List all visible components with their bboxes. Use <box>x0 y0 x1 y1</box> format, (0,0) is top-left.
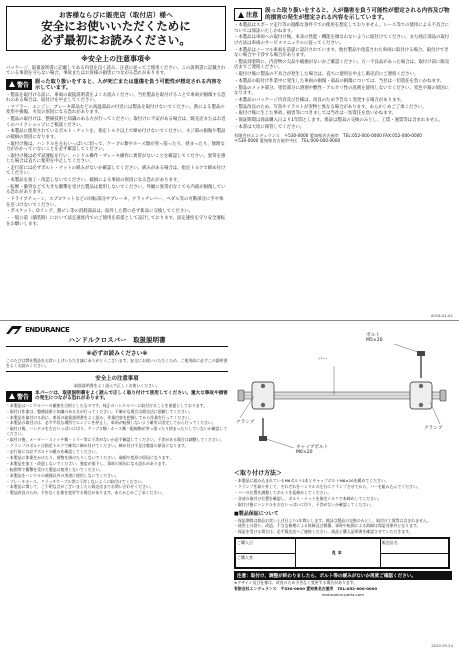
safety-subtitle: 安全上の注意事項 <box>95 375 139 382</box>
brand-name: ENDURANCE <box>25 326 70 334</box>
purchase-date-cell: ご購入日 <box>236 539 296 554</box>
warning-item: ・取付け後は必ず試運転を行い、ハンドル操作・ブレーキ操作に異常がないことを確認してください。異常を感じた場合は直ちに使用を中止してください。 <box>6 153 226 165</box>
warning-item: ・本製品の取付けは、必ず平坦な場所でエンジンを停止し、車両が転倒しないよう確実に固定してから行ってください。 <box>6 420 216 426</box>
caution-item: ・本書は大切に保管してください。 <box>234 124 305 130</box>
clamp-left-label: クランプ <box>236 420 255 425</box>
caution-badge-label: 注意 <box>246 12 259 19</box>
caution-item: ・本製品の取付け作業中に発生した車両の損傷・部品の損傷については、当社は一切責任を負いかねます。 <box>234 78 445 84</box>
caution-triangle-icon <box>238 12 244 18</box>
warning-headline: 本パーツは、取扱説明書をよく読んで正しく取り付けて使用してください。重大な事故や損害の発生につながる恐れがあります。 <box>35 390 228 402</box>
warning-item: ・本製品に使用されているボルト・ナットを、指定トルク以上で締め付けないでください。ネジ部の損傷や製品の破損の原因になります。 <box>6 129 226 140</box>
warning-item: ・ガスケット、Oリング、割ピン等の消耗部品は、取外した際に必ず新品に交換してください。 <box>6 209 193 215</box>
warning-row <box>6 79 226 91</box>
warning-badge-label: 警告 <box>17 81 30 89</box>
manual-title: ハンドルクロスバー 取扱説明書 <box>6 335 228 347</box>
warranty-stamp-box <box>234 537 450 569</box>
header-small-text: お客様ならびに販売店（取付店）様へ <box>59 11 173 19</box>
safety-sheet <box>0 0 459 320</box>
warning-badge <box>6 391 32 402</box>
caution-item: ・本製品はスポーツ走行等の過酷な条件下での使用を想定しておりません。レース等での使用による不具合については保証いたしかねます。 <box>234 23 450 34</box>
purchaser-cell: ご購入者 <box>236 553 296 568</box>
install-step: ・本製品に組み込まれているM6ボルト2本とキャップボルトM6×20を緩めてください。 <box>234 478 389 483</box>
warning-badge <box>6 79 32 90</box>
spec-change-notice: ※デザイン及び仕様は、改良のため予告なく変更する場合があります。 <box>234 580 358 586</box>
header-line-1: 安全にお使いいただくために <box>41 19 191 33</box>
warning-item: ・本製品を加工・改造しないでください。破損による事故の原因になる恐れがあります。 <box>6 178 182 184</box>
warranty-item: ・使用上の誤り、改造、不当な修理による故障及び損傷、事故や転倒による故障は保証対象外となります。 <box>234 523 421 529</box>
page-divider <box>0 320 459 321</box>
doc-code: 0018-01-A1 <box>430 313 453 318</box>
dealer-stamp-cell <box>380 553 448 568</box>
install-step: ・クランプを取り外して、それぞれをハンドルの左右にクランプさせてから、バーを組み込んでください。 <box>234 483 421 489</box>
caution-item: ・本製品は車両への取付け後、本来の性能・機能を損なわないように取付けてください。また純正部品の取付け方法は車両のサービスマニュアルに従ってください。 <box>234 35 450 46</box>
bar-label: バー <box>318 357 328 362</box>
warning-item: ・製品を取付ける前に、車両の取扱説明書をよくお読みください。当社製品を取付けることで車両が損傷する恐れのある場合は、取付けを中止してください。 <box>6 92 226 104</box>
caution-item: ・本製品のパッケージ内容及び仕様は、改良のため予告なく変更する場合があります。 <box>234 97 405 103</box>
crossbar-diagram <box>234 326 452 466</box>
warning-row <box>6 391 228 402</box>
warning-item: ・本製品に体重をかけたり、荷物を掛けたりしないでください。破損や変形の原因になります。 <box>6 454 173 460</box>
install-step: ・取付け後にハンドルを左右いっぱいに切り、干渉がないか確認してください。 <box>234 501 375 507</box>
warning-item: ・取付け作業は、整備技術と知識のある方が行ってください。不確かな場合は販売店に依頼してください。 <box>6 408 193 414</box>
warning-triangle-icon <box>9 393 15 399</box>
warning-headline: 誤った取り扱いをすると、人が死亡または重傷を負う可能性が想定される内容を示しています。 <box>35 78 222 91</box>
clamp-right-label: クランプ <box>424 426 443 431</box>
warning-item: ・転倒等で衝撃を受けた製品は使用しないでください。 <box>6 466 104 472</box>
safety-title: ※安全上の注意事項※ <box>81 55 151 63</box>
caution-item: ・保証期間は商品購入日より1年間とします。保証は製品の交換のみとし、工賃・運賃等は含まれません。 <box>234 118 444 124</box>
warranty-item: ・保証を受ける場合は、必ず販売店へご連絡ください。商品と購入証明書を確認させていただきます。 <box>234 529 413 535</box>
warning-item: ・マフラー、エンジン、ブレーキ部品などの高温部品の付近には製品を取付けないでください。熱による製品の変形や損傷、火災の原因になる恐れがあります。 <box>6 105 225 116</box>
cap-bolt-label: キャップボルト M6×20 <box>296 445 329 455</box>
warning-item: ・ブレーキホース、クラッチケーブル等に干渉しないように取付けてください。 <box>6 478 146 484</box>
warning-item: ・本製品を取付ける前に、車両の取扱説明書をよく読み、作業内容を把握してから作業を行ってください。 <box>6 414 193 420</box>
install-step: ・バーの位置を調整してボルトを仮締めしてください。 <box>234 489 332 495</box>
doc-date: 2020.03.24 <box>431 643 453 648</box>
install-step: ・各部の取付け位置を確認し、ボルト・ナットを指定トルクで本締めしてください。 <box>234 495 382 501</box>
sample-stamp: 見本 <box>295 539 380 568</box>
caution-headline: 誤った取り扱いをすると、人が傷害を負う可能性が想定される内容及び物的損害の発生が想定される内容を示しています。 <box>265 8 450 21</box>
caution-item: ・取付け後に製品の不具合が発生した場合は、直ちに使用を中止し販売店にご連絡ください。 <box>234 72 419 77</box>
warning-item: ・本製品をハンドルの補強以外の用途に使用しないでください。 <box>6 472 119 478</box>
safety-intro: パッケージ、取扱説明書に記載してある内容を良く読み、注意に従ってご使用ください。この説明書に記載されている事項を守らない場合、事故またはお客様の損害につながる恐れがあります。 <box>6 66 226 77</box>
company-footer: 有限会社エンデュランス 〒530-0000 愛知県名古屋市 TEL:052-000-0000 FAX:052-000-0000 <box>234 133 422 139</box>
bolt-label: ボルト M5×20 <box>366 333 383 343</box>
dealer-cell: 販売店名 <box>380 539 448 554</box>
caution-item: ・製品到着時に、内容物の欠品や破損がないかご確認ください。万一不良品があった場合は、取付け前に販売店までご連絡ください。 <box>234 59 450 71</box>
brand-logo <box>6 326 228 334</box>
warning-item: ・製品の取付けは、整備技術と知識のある方が行ってください。取付けに不安がある場合は、販売店またはお近くのバイクショップにご相談ください。 <box>6 117 226 128</box>
warning-list <box>6 93 226 227</box>
notice-text: このたびは弊社製品をお買い上げいただき誠にありがとうございます。安全にお使いいただくため、ご使用前に必ずこの説明書をよくお読みください。 <box>6 358 228 368</box>
warning-item: ・取付け後、メーター・スイッチ類・ミラー等に干渉がないか必ず確認してください。干渉がある場合は調整してください。 <box>6 437 224 443</box>
safety-subtext: 取扱説明書をよく読んで正しくお使いください。 <box>74 382 160 388</box>
warning-badge-label: 警告 <box>17 393 30 401</box>
warning-item: ・走行前には必ずボルト・ナットの緩みがないか確認してください。緩みがある場合は、指定トルクで締め付けてください。 <box>6 166 226 177</box>
warning-item: ・取付け後、ハンドルを左右いっぱいに切り、ケーブル類・ホース類・配線類が突っ張ったり挟まったりしていないか確認してください。 <box>6 426 228 437</box>
warning-item: ・本製品に関して、ご不明な点がございましたら販売店までお問い合わせください。 <box>6 484 154 490</box>
warning-item: ・本製品を加工・改造しないでください。強度が低下し、事故の原因になる恐れがあります。 <box>6 460 170 466</box>
warning-item: ・ドライブチェーン、スプロケットなどの回転部分やブレーキ、クラッチレバー、ペダル等の可動部分に手や体を近づけないでください。 <box>6 197 224 208</box>
header-line-2: 必ず最初にお読みください。 <box>41 33 191 47</box>
caution-item: ・本製品はノーマル車両を前提に設計されています。他社製品や改造された車両に取付ける場合、取付けできない場合や干渉する場合があります。 <box>234 47 449 58</box>
caution-item: ・製品のメッキ部分、塗装部分に溶剤や酸性・アルカリ性の洗剤を使用しないでください。変色や錆の原因になります。 <box>234 85 449 96</box>
company-address: 〒530-0000 愛知県名古屋市中区 TEL:000-000-0000 <box>234 138 341 144</box>
caution-list <box>234 23 452 130</box>
warning-item: ・製品改良のため、予告なく仕様を変更する場合があります。あらかじめご了承ください。 <box>6 490 166 496</box>
retighten-notice: 注意：取付け、調整が終わりましたら、ボルト等の緩みがないか再度ご確認ください。 <box>234 571 452 580</box>
caution-item: ・取付け後に生じた事故、損害等につきましては当社は一切責任を負いかねます。 <box>234 111 397 117</box>
crossbar-illustration <box>234 326 452 466</box>
caution-item: ・製品改良のため、写真やイラストが実物と異なる場合があります。あらかじめご了承ください。 <box>234 104 427 110</box>
must-read-notice: ※必ずお読みください※ <box>86 351 148 357</box>
warning-item: ・クランプのボルトは指定トルクで確実に締め付けてください。締め付け不足は脱落の原因になります。 <box>6 443 189 449</box>
divider-line <box>6 371 228 372</box>
warranty-item: ・保証期間は商品お買い上げ日より1年間とします。保証は製品の交換のみとし、取付け工賃等は含まれません。 <box>234 517 431 523</box>
warning-item: ・本製品はハンドルバーの補強を目的としたものです。純正のハンドルバーに取付けることを前提としております。 <box>6 402 208 408</box>
warning-triangle-icon <box>9 81 15 87</box>
warning-item: ・走行前には必ずボルトの緩みを確認してください。 <box>6 448 100 454</box>
warning-item: ・一般公道（舗装路）において法定速度内でのご使用を前提として設計しております。法定速度を守り安全運転をお願いします。 <box>6 216 226 227</box>
warranty-title: ■製品保証について <box>234 510 279 517</box>
warranty-list <box>234 519 452 536</box>
brand-mark-icon <box>6 326 22 334</box>
warning-item: ・取付け後は、ハンドルを左右いっぱいに切って、ケーブル類やホース類が突っ張ったり、挟まったり、無理な力がかかっていないことを必ず確認してください。 <box>6 141 225 153</box>
instruction-warning-list <box>6 404 228 497</box>
safety-right-column <box>234 6 452 143</box>
safety-left-column <box>6 6 226 228</box>
warning-item: ・転倒・衝突などで大きな衝撃を受けた製品は使用しないでください。外観に異常がなくても内部が損傷している恐れがあります。 <box>6 185 226 196</box>
company-footer: 有限会社エンデュランス 〒530-0000 愛知県名古屋市 TEL:052-000-0000 <box>234 586 378 592</box>
safety-header-box <box>6 6 226 51</box>
caution-badge <box>234 8 262 21</box>
install-steps-title: ＜取り付け方法＞ <box>234 470 283 477</box>
install-steps <box>234 479 452 508</box>
caution-row <box>234 8 452 21</box>
instruction-sheet <box>0 322 459 650</box>
website-url: endurance-parts.com <box>322 592 364 598</box>
instruction-left-column <box>6 326 228 497</box>
instruction-right-column <box>234 326 452 599</box>
